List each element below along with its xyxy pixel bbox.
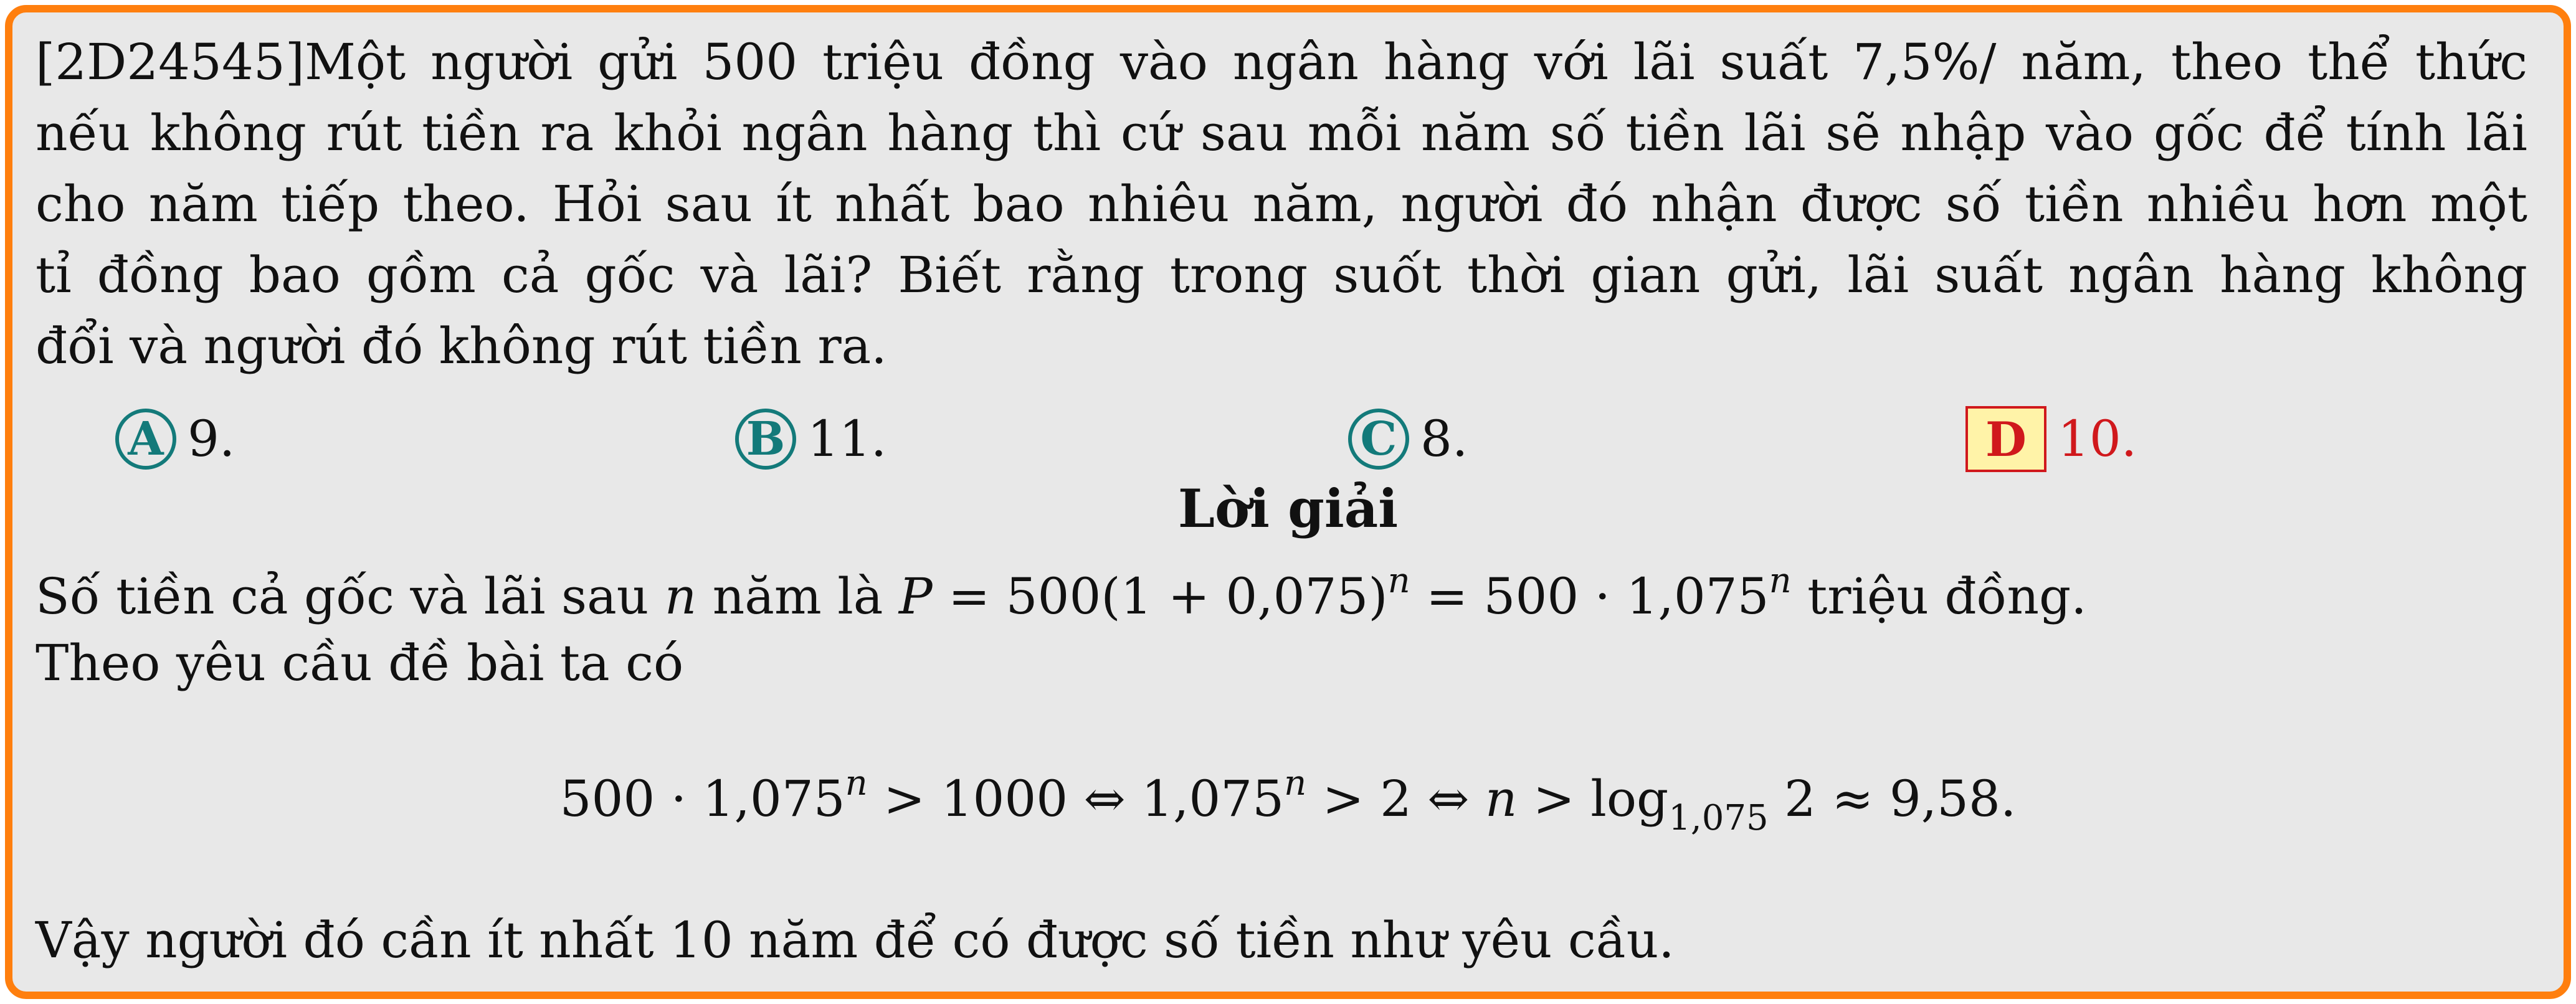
choice-b-text: 11. xyxy=(807,410,887,468)
choice-b[interactable] xyxy=(735,405,886,473)
solution-equation: $500 \cdot 1,075^n > 1000$ ⇔ $1,075^n > 2$ ⇔ $n > \log_{1,075} 2 \approx 9,58$. xyxy=(559,763,2017,838)
choice-a[interactable] xyxy=(115,405,235,473)
solution-heading: Lời giải xyxy=(1177,478,1399,539)
choice-d-badge: D xyxy=(1965,406,2046,472)
question-line-3: cho năm tiếp theo. Hỏi sau ít nhất bao nhiêu năm, người đó nhận được số tiền nhiều hơn một xyxy=(36,175,2527,233)
question-line-2: nếu không rút tiền ra khỏi ngân hàng thì cứ sau mỗi năm số tiền lãi sẽ nhập vào gốc để tính lãi xyxy=(36,104,2527,162)
solution-conclusion: Vậy người đó cần ít nhất 10 năm để có được số tiền như yêu cầu. xyxy=(36,911,1675,969)
choice-c[interactable] xyxy=(1348,405,1468,473)
choice-a-text: 9. xyxy=(188,410,235,468)
question-line-5: đổi và người đó không rút tiền ra. xyxy=(36,317,887,375)
choice-d-text: 10. xyxy=(2058,410,2137,468)
solution-line-1: Số tiền cả gốc và lãi sau n năm là $P = 500(1 + 0,075)^n = 500 \cdot 1,075^n$ triệu đồng. xyxy=(36,561,2087,625)
question-line-1: [2D24545]Một người gửi 500 triệu đồng vào ngân hàng với lãi suất 7,5%/ năm, theo thể thức xyxy=(36,33,2527,91)
choice-b-badge: B xyxy=(735,409,796,470)
choice-a-badge: A xyxy=(115,409,176,470)
question-line-4: tỉ đồng bao gồm cả gốc và lãi? Biết rằng trong suốt thời gian gửi, lãi suất ngân hàng không xyxy=(36,246,2527,304)
choice-c-text: 8. xyxy=(1420,410,1468,468)
solution-line-2: Theo yêu cầu đề bài ta có xyxy=(36,634,684,692)
choice-d-correct[interactable] xyxy=(1965,405,2137,473)
choice-c-badge: C xyxy=(1348,409,1409,470)
